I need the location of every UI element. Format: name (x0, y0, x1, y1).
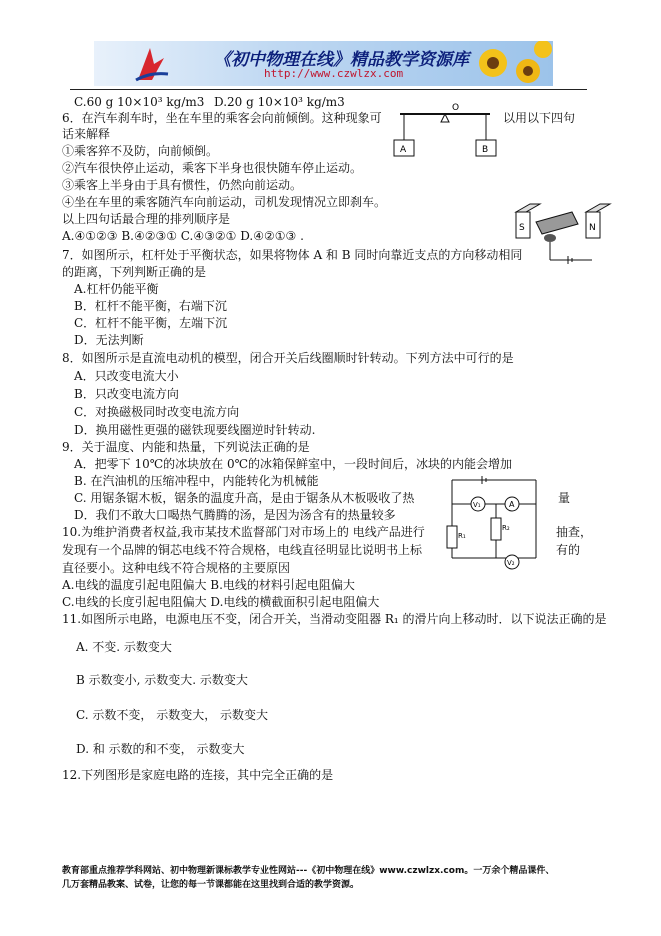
q6-item-2: ②汽车很快停止运动，乘客下半身也很快随车停止运动。 (62, 161, 363, 175)
q8-option-d: D．换用磁性更强的磁铁现要线圈逆时针转动. (74, 423, 316, 437)
q10-stem-b-end: 有的 (556, 543, 581, 557)
q9-option-d: D．我们不敢大口喝热气腾腾的汤，是因为汤含有的热量较多 (74, 508, 396, 522)
circuit-label-r2: R₂ (502, 524, 510, 532)
circuit-label-r1: R₁ (458, 532, 466, 540)
q6-options: A.④①②③ B.④②③① C.④③②① D.④②①③ . (62, 229, 304, 243)
q6-item-3: ③乘客上半身由于具有惯性，仍然向前运动。 (62, 178, 303, 192)
motor-label-n: N (589, 223, 596, 233)
q10-stem-a: 10.为维护消费者权益,我市某技术监督部门对市场上的 电线产品进行 (62, 525, 425, 539)
lever-label-b: B (482, 145, 489, 155)
q11-option-c: C. 示数不变， 示数变大， 示数变大 (76, 708, 269, 722)
q12-stem: 12.下列图形是家庭电路的连接，其中完全正确的是 (62, 768, 334, 782)
q9-option-b: B. 在汽油机的压缩冲程中，内能转化为机械能 (74, 474, 319, 488)
q9-option-c: C. 用锯条锯木板，锯条的温度升高，是由于锯条从木板吸收了热 (74, 491, 415, 505)
q6-item-4: ④坐在车里的乘客随汽车向前运动，司机发现情况立即刹车。 (62, 195, 387, 209)
lever-label-a: A (400, 145, 407, 155)
circuit-label-a: A (509, 500, 515, 509)
q6-stem-c: 话来解释 (62, 127, 111, 141)
q11-option-a: A. 不变. 示数变大 (76, 640, 172, 654)
site-logo-icon (130, 44, 170, 84)
motor-label-s: S (519, 223, 525, 233)
q11-option-d: D. 和 示数的和不变， 示数变大 (76, 742, 245, 756)
q9-option-a: A．把零下 10℃的冰块放在 0℃的冰箱保鲜室中，一段时间后，冰块的内能会增加 (74, 457, 513, 471)
q10-stem-b: 发现有一个品牌的铜芯电线不符合规格，电线直径明显比说明书上标 (62, 543, 423, 557)
footer-line-1: 教育部重点推荐学科网站、初中物理新课标教学专业性网站---《初中物理在线》www.czwlzx.com。一万余个精品课件、 (62, 866, 555, 876)
q8-option-a: A．只改变电流大小 (74, 369, 179, 383)
q10-stem-a-end: 抽查， (556, 525, 593, 539)
q6-stem-b: 以用以下四句 (503, 111, 576, 125)
q7-option-c: C．杠杆不能平衡，左端下沉 (74, 316, 228, 330)
circuit-label-v1: V₁ (473, 501, 481, 509)
q10-stem-c: 直径要小。这种电线不符合规格的主要原因 (62, 561, 291, 575)
q6-item-1: ①乘客猝不及防，向前倾倒。 (62, 144, 219, 158)
circuit-label-v2: V₂ (507, 559, 515, 567)
q9-stem: 9．关于温度、内能和热量，下列说法正确的是 (62, 440, 310, 454)
sunflower-icon (463, 41, 553, 86)
q8-option-c: C．对换磁极同时改变电流方向 (74, 405, 240, 419)
q8-stem: 8．如图所示是直流电动机的模型，闭合开关后线圈顺时针转动。下列方法中可行的是 (62, 351, 514, 365)
motor-diagram (512, 198, 612, 266)
q10-options-cd: C.电线的长度引起电阻偏大 D.电线的横截面积引起电阻偏大 (62, 595, 380, 609)
q5-option-c: C.60 g 10×10³ kg/m3 (74, 95, 205, 109)
q5-option-d: D.20 g 10×10³ kg/m3 (214, 95, 345, 109)
q6-order: 以上四句话最合理的排列顺序是 (62, 212, 231, 226)
q9-option-c-end: 量 (558, 491, 571, 505)
q8-option-b: B．只改变电流方向 (74, 387, 179, 401)
q7-option-d: D．无法判断 (74, 333, 144, 347)
header-banner (94, 41, 553, 86)
q11-option-b: B 示数变小, 示数变大. 示数变大 (76, 673, 248, 687)
q7-stem-a: 7．如图所示，杠杆处于平衡状态，如果将物体 A 和 B 同时向靠近支点的方向移动相同 (62, 248, 523, 262)
q7-option-a: A.杠杆仍能平衡 (74, 282, 159, 296)
q7-stem-b: 的距离，下列判断正确的是 (62, 265, 207, 279)
banner-url[interactable]: http://www.czwlzx.com (264, 67, 404, 80)
banner-title: 《初中物理在线》精品教学资源库 (214, 50, 469, 70)
lever-label-o: O (452, 103, 460, 113)
q11-stem: 11.如图所示电路，电源电压不变，闭合开关，当滑动变阻器 R₁ 的滑片向上移动时．以下说法正确的是 (62, 612, 607, 626)
footer-line-2: 几万套精品教案、试卷，让您的每一节课都能在这里找到合适的教学资源。 (62, 880, 360, 890)
q10-options-ab: A.电线的温度引起电阻偏大 B.电线的材料引起电阻偏大 (62, 578, 355, 592)
header-rule (70, 89, 587, 90)
q6-stem-a: 6．在汽车刹车时，坐在车里的乘客会向前倾倒。这种现象可 (62, 111, 382, 125)
circuit-diagram (436, 474, 544, 578)
lever-diagram (390, 100, 500, 162)
q7-option-b: B．杠杆不能平衡，右端下沉 (74, 299, 227, 313)
